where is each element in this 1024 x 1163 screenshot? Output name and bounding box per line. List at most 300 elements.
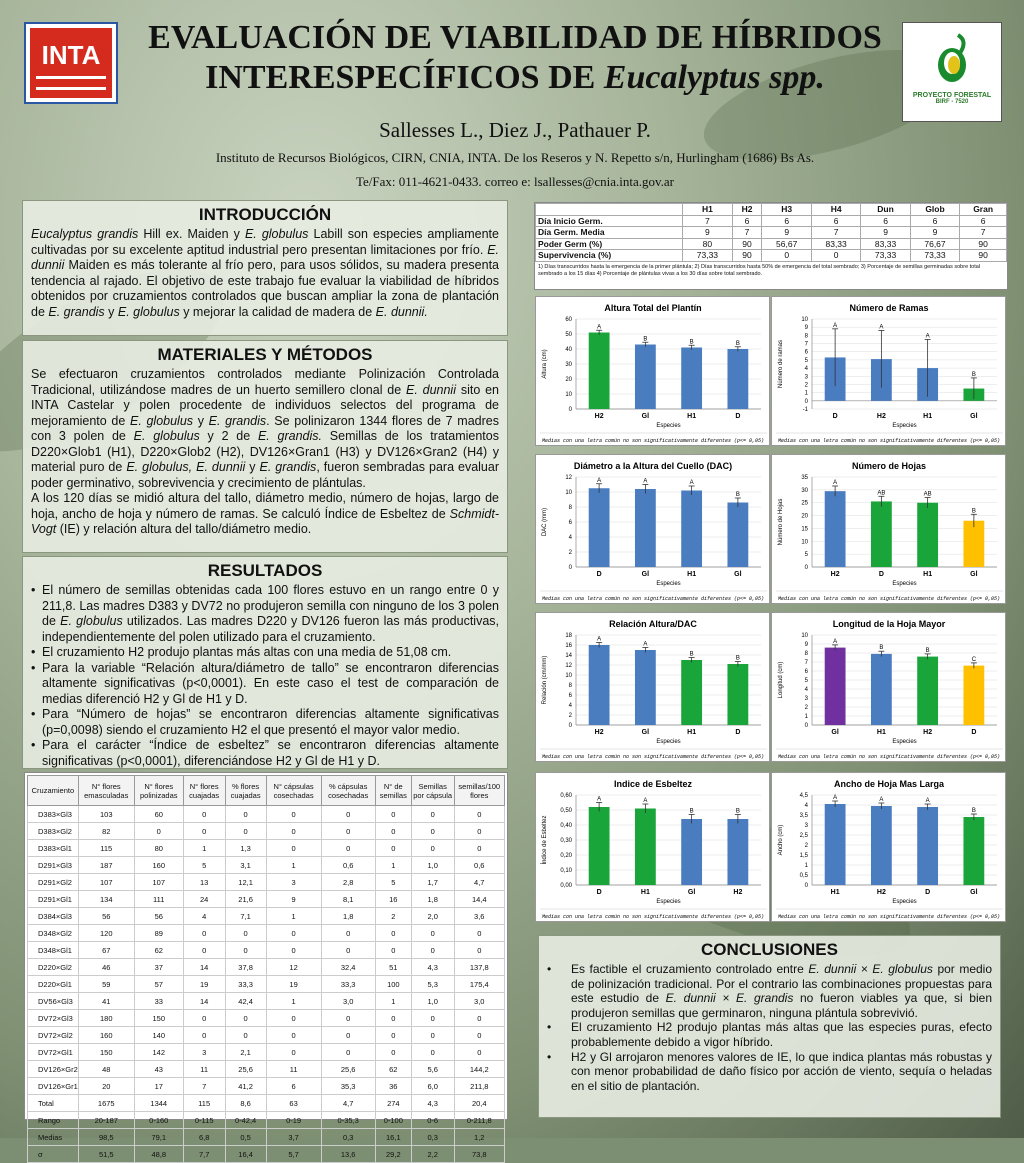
cross-cell: 37,8	[225, 959, 266, 976]
cross-cell: D291×Gl3	[28, 857, 79, 874]
cross-cell: 1,8	[411, 891, 454, 908]
significance-letter: B	[925, 647, 930, 654]
cross-cell: 3,0	[454, 993, 504, 1010]
cross-cell: 0	[375, 806, 411, 823]
x-tick-label: Gl	[641, 729, 650, 736]
cross-cell: 1675	[78, 1095, 134, 1112]
y-tick-label: 2,5	[799, 833, 808, 839]
chart-footnote: Medias con una letra común no son significativamente diferentes (p<= 0,05)	[542, 754, 765, 760]
cross-cell: 0	[225, 942, 266, 959]
x-tick-label: Gl	[970, 413, 978, 420]
germ-cell: 7	[732, 227, 762, 239]
bar	[589, 807, 610, 885]
contact-info: Te/Fax: 011-4621-0433. correo e: lsallesses@cnia.inta.gov.ar	[355, 174, 675, 189]
cross-cell: 1	[183, 840, 225, 857]
x-axis-label: Especies	[892, 581, 917, 587]
cross-cell: DV56×Gl3	[28, 993, 79, 1010]
cross-cell: 19	[266, 976, 321, 993]
cross-cell: 20,4	[454, 1095, 504, 1112]
germination-table-grid	[535, 203, 1007, 262]
cross-cell: 180	[78, 1010, 134, 1027]
title-text: INTERESPECÍFICOS DE	[205, 59, 604, 96]
table-row	[28, 1078, 505, 1095]
cross-cell: 36	[375, 1078, 411, 1095]
germ-cell: 80	[683, 238, 732, 250]
results-panel	[22, 556, 508, 769]
cross-header-cell: N° flores cuajadas	[183, 776, 225, 806]
y-axis-label: Longitud (cm)	[778, 661, 784, 699]
germ-cell: 73,33	[861, 250, 910, 262]
chart-title: Diámetro a la Altura del Cuello (DAC)	[573, 461, 733, 471]
cross-cell: 0	[321, 1044, 375, 1061]
x-tick-label: D	[832, 413, 838, 420]
cross-cell: 2,8	[321, 874, 375, 891]
chart-title: Relación Altura/DAC	[609, 619, 697, 629]
cross-cell: 0,6	[321, 857, 375, 874]
y-tick-label: 0,40	[560, 823, 572, 829]
cross-cell: 67	[78, 942, 134, 959]
table-row	[28, 959, 505, 976]
y-tick-label: 10	[801, 633, 808, 639]
bar	[917, 807, 938, 885]
cross-cell: DV126×Gr1	[28, 1078, 79, 1095]
chart-title: Número de Hojas	[851, 461, 927, 471]
x-axis-label: Especies	[892, 899, 917, 905]
y-tick-label: 2	[804, 382, 808, 389]
y-tick-label: 0,10	[560, 868, 572, 874]
y-tick-label: 0,5	[799, 873, 808, 879]
cross-cell: 37	[134, 959, 183, 976]
cross-cell: 73,8	[454, 1146, 504, 1163]
chart-ramas-svg	[772, 297, 1007, 447]
y-tick-label: 12	[565, 663, 572, 669]
bar	[727, 664, 748, 725]
results-item: • El cruzamiento H2 produjo plantas más altas con una media de 51,08 cm.	[31, 645, 499, 661]
bar	[681, 491, 702, 568]
germ-cell: 9	[683, 227, 732, 239]
cross-cell: 0,5	[225, 1129, 266, 1146]
germ-cell: 6	[811, 215, 860, 227]
y-tick-label: 40	[565, 347, 572, 353]
y-tick-label: 9	[804, 325, 808, 332]
cross-cell: 0	[321, 806, 375, 823]
cross-header-cell: N° flores polinizadas	[134, 776, 183, 806]
cross-cell: 120	[78, 925, 134, 942]
y-tick-label: 6	[568, 693, 572, 699]
cross-cell: 0	[454, 806, 504, 823]
significance-letter: B	[971, 371, 976, 378]
cross-cell: 160	[134, 857, 183, 874]
cross-cell: 1,2	[454, 1129, 504, 1146]
y-tick-label: 0	[568, 407, 572, 413]
y-tick-label: 8	[568, 505, 572, 511]
cross-cell: 0	[225, 1010, 266, 1027]
table-row	[28, 1061, 505, 1078]
x-tick-label: Gl	[831, 729, 839, 736]
germ-cell: Día Inicio Germ.	[536, 215, 683, 227]
cross-cell: 140	[134, 1027, 183, 1044]
cross-header-cell: % flores cuajadas	[225, 776, 266, 806]
y-axis-label: Índice de Esbeltez	[542, 815, 548, 865]
y-tick-label: 10	[565, 490, 572, 496]
cross-cell: 0	[225, 925, 266, 942]
chart-dac-svg	[536, 455, 771, 605]
cross-cell: 2,0	[411, 908, 454, 925]
cross-cell: 0	[375, 840, 411, 857]
bar	[963, 817, 984, 885]
significance-letter: B	[735, 808, 740, 815]
germ-cell: 6	[762, 215, 811, 227]
y-tick-label: 0,60	[560, 793, 572, 799]
cross-cell: 0	[375, 942, 411, 959]
significance-letter: A	[689, 480, 694, 486]
cross-cell: 21,6	[225, 891, 266, 908]
cross-cell: 33	[134, 993, 183, 1010]
y-tick-label: 30	[801, 487, 808, 494]
germ-cell: 0	[762, 250, 811, 262]
germ-cell: 90	[960, 238, 1007, 250]
cross-cell: 7	[183, 1078, 225, 1095]
cross-cell: 1,7	[411, 874, 454, 891]
y-tick-label: 6	[568, 520, 572, 526]
cross-cell: 0	[225, 806, 266, 823]
cross-cell: 79,1	[134, 1129, 183, 1146]
cross-cell: 1	[266, 908, 321, 925]
y-tick-label: 30	[565, 362, 572, 368]
y-tick-label: 2	[568, 713, 572, 719]
cross-cell: 89	[134, 925, 183, 942]
cross-cell: 0	[266, 840, 321, 857]
chart-ramas	[771, 296, 1006, 446]
x-tick-label: Gl	[970, 889, 978, 896]
cross-cell: D220×Gl1	[28, 976, 79, 993]
cross-cell: 4,3	[411, 959, 454, 976]
y-tick-label: 0	[568, 723, 572, 729]
cross-cell: 80	[134, 840, 183, 857]
cross-cell: 3,0	[321, 993, 375, 1010]
significance-letter: A	[879, 797, 884, 803]
y-tick-label: 35	[801, 475, 808, 481]
cross-cell: 0	[183, 823, 225, 840]
cross-cell: 51,5	[78, 1146, 134, 1163]
y-tick-label: 0	[804, 398, 808, 405]
cross-cell: 1,3	[225, 840, 266, 857]
cross-header-cell: semillas/100 flores	[454, 776, 504, 806]
methods-text-2: A los 120 días se midió altura del tallo, diámetro medio, número de hojas, largo de hoja, ancho de hoja y número de ramas. Se calculó Índice de Esbeltez de Schmidt-Vogt (IE) y relación altura del tallo/diámetro medio.	[31, 491, 499, 536]
germ-row	[536, 215, 1007, 227]
cross-cell: 0	[266, 1010, 321, 1027]
germ-cell: 6	[861, 215, 910, 227]
germ-cell: 83,33	[861, 238, 910, 250]
x-tick-label: D	[878, 571, 884, 578]
x-tick-label: D	[925, 889, 931, 896]
germination-table	[534, 202, 1008, 290]
cross-header-cell: Semillas por cápsula	[411, 776, 454, 806]
cross-cell: D291×Gl1	[28, 891, 79, 908]
cross-cell: 142	[134, 1044, 183, 1061]
y-tick-label: 4	[804, 366, 808, 373]
cross-cell: 12	[266, 959, 321, 976]
cross-cell: D220×Gl2	[28, 959, 79, 976]
significance-letter: A	[833, 322, 838, 329]
cross-cell: DV126×Gr2	[28, 1061, 79, 1078]
cross-cell: 48	[78, 1061, 134, 1078]
y-tick-label: 0,20	[560, 853, 572, 859]
bar	[917, 657, 938, 725]
cross-cell: 0-100	[375, 1112, 411, 1129]
significance-letter: B	[689, 651, 694, 658]
cross-cell: 51	[375, 959, 411, 976]
bar	[917, 503, 938, 567]
y-tick-label: 18	[565, 633, 572, 639]
table-row	[28, 1027, 505, 1044]
x-axis-label: Especies	[656, 423, 681, 429]
table-row	[28, 1129, 505, 1146]
cross-cell: 0	[321, 823, 375, 840]
cross-cell: 0	[411, 840, 454, 857]
cross-cell: 0	[225, 823, 266, 840]
conclusions-panel	[538, 935, 1001, 1118]
significance-letter: B	[689, 339, 694, 346]
germ-cell: Supervivencia (%)	[536, 250, 683, 262]
cross-cell: 32,4	[321, 959, 375, 976]
cross-cell: 13	[183, 874, 225, 891]
cross-cell: 0-211,8	[454, 1112, 504, 1129]
germ-header-cell: H4	[811, 204, 860, 216]
significance-letter: B	[735, 492, 740, 498]
cross-cell: 43	[134, 1061, 183, 1078]
cross-cell: 0	[375, 823, 411, 840]
cross-cell: D384×Gl3	[28, 908, 79, 925]
significance-letter: B	[971, 508, 976, 515]
chart-altura-svg	[536, 297, 771, 447]
cross-cell: D348×Gl1	[28, 942, 79, 959]
cross-cell: 82	[78, 823, 134, 840]
cross-cell: 4,7	[454, 874, 504, 891]
cross-cell: 0	[411, 823, 454, 840]
germ-cell: 7	[811, 227, 860, 239]
inta-logo	[24, 22, 118, 104]
cross-cell: 3	[266, 874, 321, 891]
cross-cell: 0	[183, 806, 225, 823]
table-row	[28, 1044, 505, 1061]
cross-cell: 13,6	[321, 1146, 375, 1163]
y-tick-label: 1	[804, 863, 808, 869]
cross-cell: 0-42,4	[225, 1112, 266, 1129]
significance-letter: B	[643, 336, 648, 343]
x-axis-label: Especies	[892, 739, 917, 745]
cross-cell: 0	[411, 925, 454, 942]
results-item: • Para el carácter “Índice de esbeltez” se encontraron diferencias altamente significativas (p<0,0001), diferenciándose H2 y Gl de H1 y D.	[31, 738, 499, 769]
cross-cell: 60	[134, 806, 183, 823]
y-tick-label: 0,50	[560, 808, 572, 814]
y-tick-label: 5	[804, 357, 808, 364]
cross-cell: 0,3	[321, 1129, 375, 1146]
significance-letter: A	[597, 324, 602, 331]
bar	[825, 804, 846, 885]
y-axis-label: Altura (cm)	[542, 349, 548, 379]
bar	[635, 489, 656, 567]
cross-cell: 0	[411, 1044, 454, 1061]
cross-cell: 1	[266, 857, 321, 874]
y-axis-label: Ancho (cm)	[778, 824, 784, 856]
cross-cell: 20-187	[78, 1112, 134, 1129]
crosses-table	[24, 772, 508, 1159]
chart-footnote: Medias con una letra común no son significativamente diferentes (p<= 0,05)	[542, 914, 765, 920]
y-axis-label: Número de ramas	[778, 339, 784, 389]
bar	[727, 503, 748, 568]
cross-cell: 0-6	[411, 1112, 454, 1129]
cross-cell: 42,4	[225, 993, 266, 1010]
x-tick-label: Gl	[734, 571, 742, 578]
y-axis-label: Número de Hojas	[778, 498, 784, 546]
y-tick-label: 0	[804, 883, 808, 889]
significance-letter: A	[643, 478, 648, 485]
cross-cell: 0	[454, 925, 504, 942]
methods-panel	[22, 340, 508, 553]
cross-cell: 1,8	[321, 908, 375, 925]
bar	[871, 806, 892, 885]
leaf-logo-icon	[928, 31, 976, 87]
germ-header-cell: H2	[732, 204, 762, 216]
cross-cell: 0	[266, 1044, 321, 1061]
table-row	[28, 1095, 505, 1112]
germ-cell: 90	[732, 238, 762, 250]
cross-cell: 0,6	[454, 857, 504, 874]
table-row	[28, 908, 505, 925]
x-tick-label: H1	[876, 729, 886, 736]
cross-cell: 160	[78, 1027, 134, 1044]
cross-cell: 46	[78, 959, 134, 976]
significance-letter: A	[833, 480, 838, 486]
germ-cell: 90	[732, 250, 762, 262]
y-tick-label: 10	[801, 539, 808, 546]
cross-cell: 0	[375, 1010, 411, 1027]
institution: Instituto de Recursos Biológicos, CIRN, CNIA, INTA. De los Reseros y N. Repetto s/n, Hurlingham (1686) Bs As.	[215, 150, 815, 165]
cross-cell: 0	[411, 1027, 454, 1044]
cross-cell: 5,3	[411, 976, 454, 993]
cross-cell: 0	[225, 1027, 266, 1044]
germination-table-note: 1) Días transcurridos hasta la emergencia de la primer plántula; 2) Días transcurridos hasta 50% de emergencia del total sembrado; 3) Porcentaje de semillas germinadas sobre total sembrado a los 15 días 4) Porcentaje de plántulas vivas a los 30 días sobre total sembrado.	[538, 263, 981, 277]
bar	[871, 654, 892, 725]
cross-cell: 3,7	[266, 1129, 321, 1146]
table-row	[28, 840, 505, 857]
chart-footnote: Medias con una letra común no son significativamente diferentes (p<= 0,05)	[542, 438, 765, 444]
significance-letter: A	[597, 636, 602, 643]
significance-letter: A	[925, 798, 930, 804]
cross-cell: 0	[321, 1010, 375, 1027]
y-axis-label: DAC (mm)	[542, 507, 548, 537]
cross-cell: 25,6	[321, 1061, 375, 1078]
cross-cell: 7,7	[183, 1146, 225, 1163]
x-axis-label: Especies	[656, 739, 681, 745]
cross-cell: 33,3	[321, 976, 375, 993]
chart-title: Número de Ramas	[849, 303, 929, 313]
cross-cell: D383×Gl2	[28, 823, 79, 840]
cross-cell: 1	[375, 993, 411, 1010]
cross-cell: 0	[266, 806, 321, 823]
chart-footnote: Medias con una letra común no son significativamente diferentes (p<= 0,05)	[542, 596, 765, 602]
significance-letter: A	[643, 798, 648, 804]
cross-cell: 0	[454, 840, 504, 857]
y-tick-label: 1	[804, 714, 808, 720]
y-tick-label: 8	[804, 333, 808, 340]
y-tick-label: 4	[804, 803, 808, 809]
cross-cell: 134	[78, 891, 134, 908]
cross-cell: 29,2	[375, 1146, 411, 1163]
y-tick-label: 4	[568, 535, 572, 541]
cross-cell: 1,0	[411, 857, 454, 874]
y-tick-label: 16	[565, 643, 572, 649]
cross-cell: 137,8	[454, 959, 504, 976]
significance-letter: B	[735, 655, 740, 662]
table-row	[28, 925, 505, 942]
cross-cell: Total	[28, 1095, 79, 1112]
cross-cell: 0	[454, 823, 504, 840]
bar	[825, 648, 846, 725]
x-tick-label: H2	[876, 413, 886, 420]
cross-cell: 98,5	[78, 1129, 134, 1146]
chart-title: Ancho de Hoja Mas Larga	[833, 779, 945, 789]
x-tick-label: H2	[594, 413, 604, 420]
bar	[871, 501, 892, 567]
cross-cell: 144,2	[454, 1061, 504, 1078]
results-item: • Para la variable “Relación altura/diámetro de tallo” se encontraron diferencias altamente significativas (p<0,0001). En este caso el test de comparación de medias diferenció H2 y Gl de H1 y D.	[31, 661, 499, 708]
significance-letter: AB	[923, 491, 932, 498]
significance-letter: B	[735, 340, 740, 347]
cross-cell: 0	[454, 1027, 504, 1044]
chart-hojas-svg	[772, 455, 1007, 605]
cross-cell: 3	[183, 1044, 225, 1061]
cross-cell: 0	[411, 806, 454, 823]
cross-cell: 0	[183, 1027, 225, 1044]
conclusions-list	[547, 962, 992, 1093]
cross-cell: 0	[375, 1044, 411, 1061]
cross-cell: 0	[321, 1027, 375, 1044]
cross-cell: 0	[266, 925, 321, 942]
cross-cell: 35,3	[321, 1078, 375, 1095]
cross-cell: 107	[78, 874, 134, 891]
introduction-text: Eucalyptus grandis Hill ex. Maiden y E. globulus Labill son especies ampliamente cultivadas por su excelente aptitud industrial pero presentan limitaciones por frío. E. dunnii Maiden es más tolerante al frío pero, para usos sólidos, su madera presenta tendencia al rajado. El objetivo de este trabajo fue evaluar la viabilidad de híbridos obtenidos por cruzamientos controlados que buscan ampliar la zona de plantación de E. grandis y E. globulus y mejorar la calidad de madera de E. dunnii.	[31, 227, 499, 319]
x-tick-label: H2	[733, 889, 743, 896]
y-tick-label: 1	[804, 390, 808, 397]
cross-cell: 2	[375, 908, 411, 925]
cross-cell: 187	[78, 857, 134, 874]
y-tick-label: 8	[568, 683, 572, 689]
table-row	[28, 976, 505, 993]
significance-letter: A	[643, 641, 648, 648]
methods-text: Se efectuaron cruzamientos controlados mediante Polinización Controlada Tradicional, utilizándose madres de un huerto semillero clonal de E. dunnii sito en INTA Castelar y polen procedente de individuos selectos del programa de mejoramiento de E. globulus y E. grandis. Se polinizaron 1344 flores de 7 madres con 3 polen de E. globulus y 2 de E. grandis. Semillas de los tratamientos D220×Glob1 (H1), D220×Glob2 (H2), DV126×Gran1 (H3) y DV126×Gran2 (H4) y material puro de E. globulus, E. dunnii y E. grandis, fueron sembradas para evaluar poder germinativo, sobrevivencia y crecimiento de plántulas.	[31, 367, 499, 490]
cross-cell: D291×Gl2	[28, 874, 79, 891]
x-tick-label: Gl	[687, 889, 696, 896]
table-row	[28, 942, 505, 959]
cross-cell: 41	[78, 993, 134, 1010]
bar	[681, 348, 702, 410]
cross-cell: D348×Gl2	[28, 925, 79, 942]
cross-cell: 48,8	[134, 1146, 183, 1163]
y-tick-label: 0,30	[560, 838, 572, 844]
germ-cell: 7	[960, 227, 1007, 239]
germ-header-cell: Dun	[861, 204, 910, 216]
cross-cell: 0-19	[266, 1112, 321, 1129]
cross-cell: 150	[134, 1010, 183, 1027]
cross-cell: 5,7	[266, 1146, 321, 1163]
cross-cell: 6,8	[183, 1129, 225, 1146]
germ-cell: 73,33	[683, 250, 732, 262]
x-tick-label: H1	[640, 889, 650, 896]
chart-relacion	[535, 612, 770, 762]
chart-title: Indice de Esbeltez	[613, 779, 693, 789]
